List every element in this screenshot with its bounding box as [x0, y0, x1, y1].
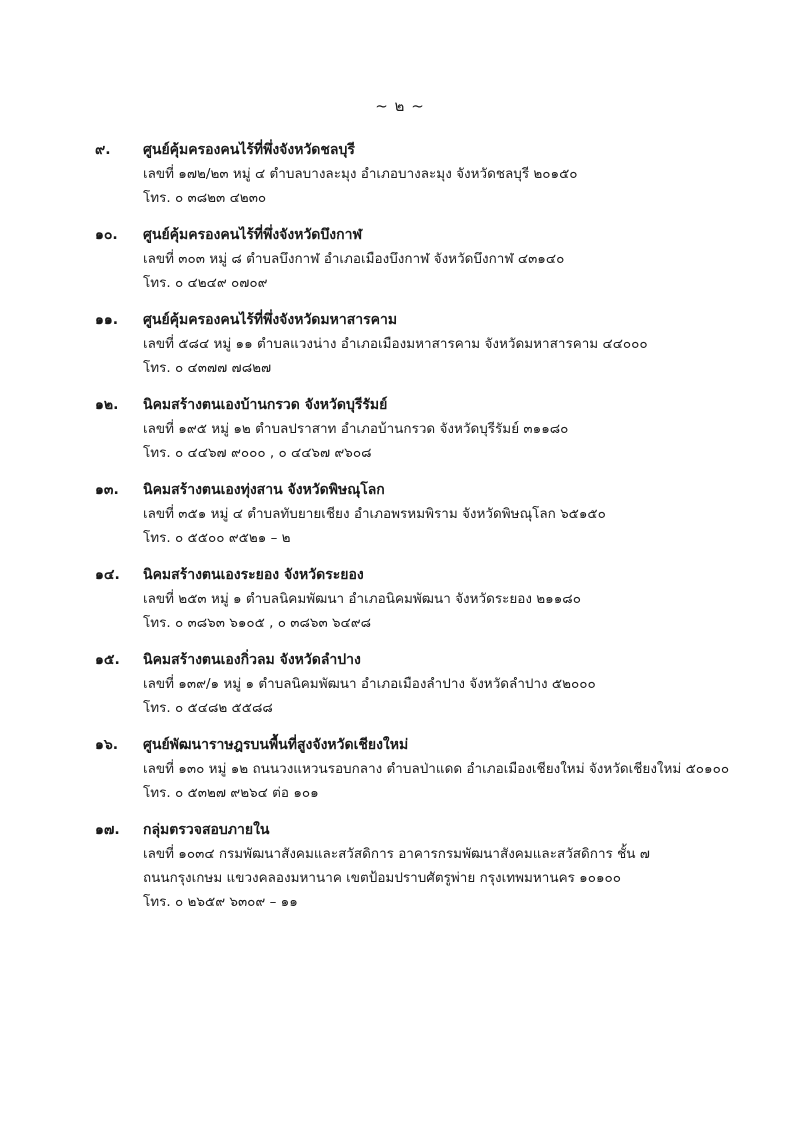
item-number: ๑๐.	[95, 227, 118, 243]
list-item	[0, 138, 800, 210]
item-number: ๑๖.	[95, 737, 119, 753]
item-title: นิคมสร้างตนเองทุ่งสาน จังหวัดพิษณุโลก	[143, 482, 385, 498]
item-number: ๑๒.	[95, 397, 119, 413]
item-phone: โทร. ๐ ๔๔๖๗ ๙๐๐๐ , ๐ ๔๔๖๗ ๙๖๐๘	[143, 445, 372, 461]
item-address: เลขที่ ๓๐๓ หมู่ ๘ ตำบลบึงกาฬ อำเภอเมืองบึงกาฬ จังหวัดบึงกาฬ ๔๓๑๔๐	[143, 251, 565, 267]
list-item	[0, 393, 800, 465]
item-address: เลขที่ ๕๘๔ หมู่ ๑๑ ตำบลแวงน่าง อำเภอเมืองมหาสารคาม จังหวัดมหาสารคาม ๔๔๐๐๐	[143, 336, 648, 352]
item-address: เลขที่ ๑๗๒/๒๓ หมู่ ๔ ตำบลบางละมุง อำเภอบางละมุง จังหวัดชลบุรี ๒๐๑๕๐	[143, 166, 578, 182]
item-number: ๑๔.	[95, 567, 120, 583]
item-number: ๑๑.	[95, 312, 119, 328]
item-phone: โทร. ๐ ๔๒๔๙ ๐๗๐๙	[143, 275, 268, 291]
item-number: ๑๓.	[95, 482, 119, 498]
item-address: เลขที่ ๑๓๐ หมู่ ๑๒ ถนนวงแหวนรอบกลาง ตำบลป่าแดด อำเภอเมืองเชียงใหม่ จังหวัดเชียงใหม่ ๕๐๑๐๐	[143, 761, 730, 777]
item-address-line-2: ถนนกรุงเกษม แขวงคลองมหานาค เขตป้อมปราบศัตรูพ่าย กรุงเทพมหานคร ๑๐๑๐๐	[143, 870, 622, 886]
list-item	[0, 563, 800, 635]
item-phone: โทร. ๐ ๓๘๒๓ ๔๒๓๐	[143, 190, 267, 206]
item-phone: โทร. ๐ ๒๖๕๙ ๖๓๐๙ – ๑๑	[143, 894, 298, 910]
item-title: ศูนย์คุ้มครองคนไร้ที่พึ่งจังหวัดมหาสารคาม	[143, 312, 398, 328]
page-number: ~ ๒ ~	[375, 97, 425, 115]
list-item	[0, 308, 800, 380]
item-title: นิคมสร้างตนเองบ้านกรวด จังหวัดบุรีรัมย์	[143, 397, 388, 413]
item-number: ๑๕.	[95, 652, 120, 668]
list-item	[0, 223, 800, 295]
item-address: เลขที่ ๑๙๕ หมู่ ๑๒ ตำบลปราสาท อำเภอบ้านกรวด จังหวัดบุรีรัมย์ ๓๑๑๘๐	[143, 421, 569, 437]
list-item	[0, 648, 800, 720]
list-item	[0, 733, 800, 805]
item-title: ศูนย์คุ้มครองคนไร้ที่พึ่งจังหวัดชลบุรี	[143, 142, 355, 158]
item-title: นิคมสร้างตนเองระยอง จังหวัดระยอง	[143, 567, 364, 583]
item-address: เลขที่ ๑๓๙/๑ หมู่ ๑ ตำบลนิคมพัฒนา อำเภอเมืองลำปาง จังหวัดลำปาง ๕๒๐๐๐	[143, 676, 596, 692]
item-title: ศูนย์คุ้มครองคนไร้ที่พึ่งจังหวัดบึงกาฬ	[143, 227, 363, 243]
list-item	[0, 478, 800, 550]
item-address: เลขที่ ๑๐๓๔ กรมพัฒนาสังคมและสวัสดิการ อาคารกรมพัฒนาสังคมและสวัสดิการ ชั้น ๗	[143, 846, 650, 862]
item-address: เลขที่ ๓๕๑ หมู่ ๔ ตำบลทับยายเชียง อำเภอพรหมพิราม จังหวัดพิษณุโลก ๖๕๑๕๐	[143, 506, 606, 522]
item-title: ศูนย์พัฒนาราษฎรบนพื้นที่สูงจังหวัดเชียงใหม่	[143, 737, 409, 753]
item-phone: โทร. ๐ ๕๕๐๐ ๙๕๒๑ – ๒	[143, 530, 291, 546]
contact-list	[0, 138, 800, 927]
item-phone: โทร. ๐ ๕๓๒๗ ๙๒๖๔ ต่อ ๑๐๑	[143, 785, 319, 801]
item-number: ๑๗.	[95, 822, 120, 838]
item-address: เลขที่ ๒๕๓ หมู่ ๑ ตำบลนิคมพัฒนา อำเภอนิคมพัฒนา จังหวัดระยอง ๒๑๑๘๐	[143, 591, 581, 607]
list-item	[0, 818, 800, 914]
item-phone: โทร. ๐ ๔๓๗๗ ๗๘๒๗	[143, 360, 272, 376]
item-phone: โทร. ๐ ๕๔๘๒ ๕๕๘๘	[143, 700, 273, 716]
item-phone: โทร. ๐ ๓๘๖๓ ๖๑๐๕ , ๐ ๓๘๖๓ ๖๔๙๘	[143, 615, 372, 631]
item-title: กลุ่มตรวจสอบภายใน	[143, 822, 270, 838]
item-title: นิคมสร้างตนเองกิ่วลม จังหวัดลำปาง	[143, 652, 361, 668]
item-number: ๙.	[95, 142, 111, 158]
